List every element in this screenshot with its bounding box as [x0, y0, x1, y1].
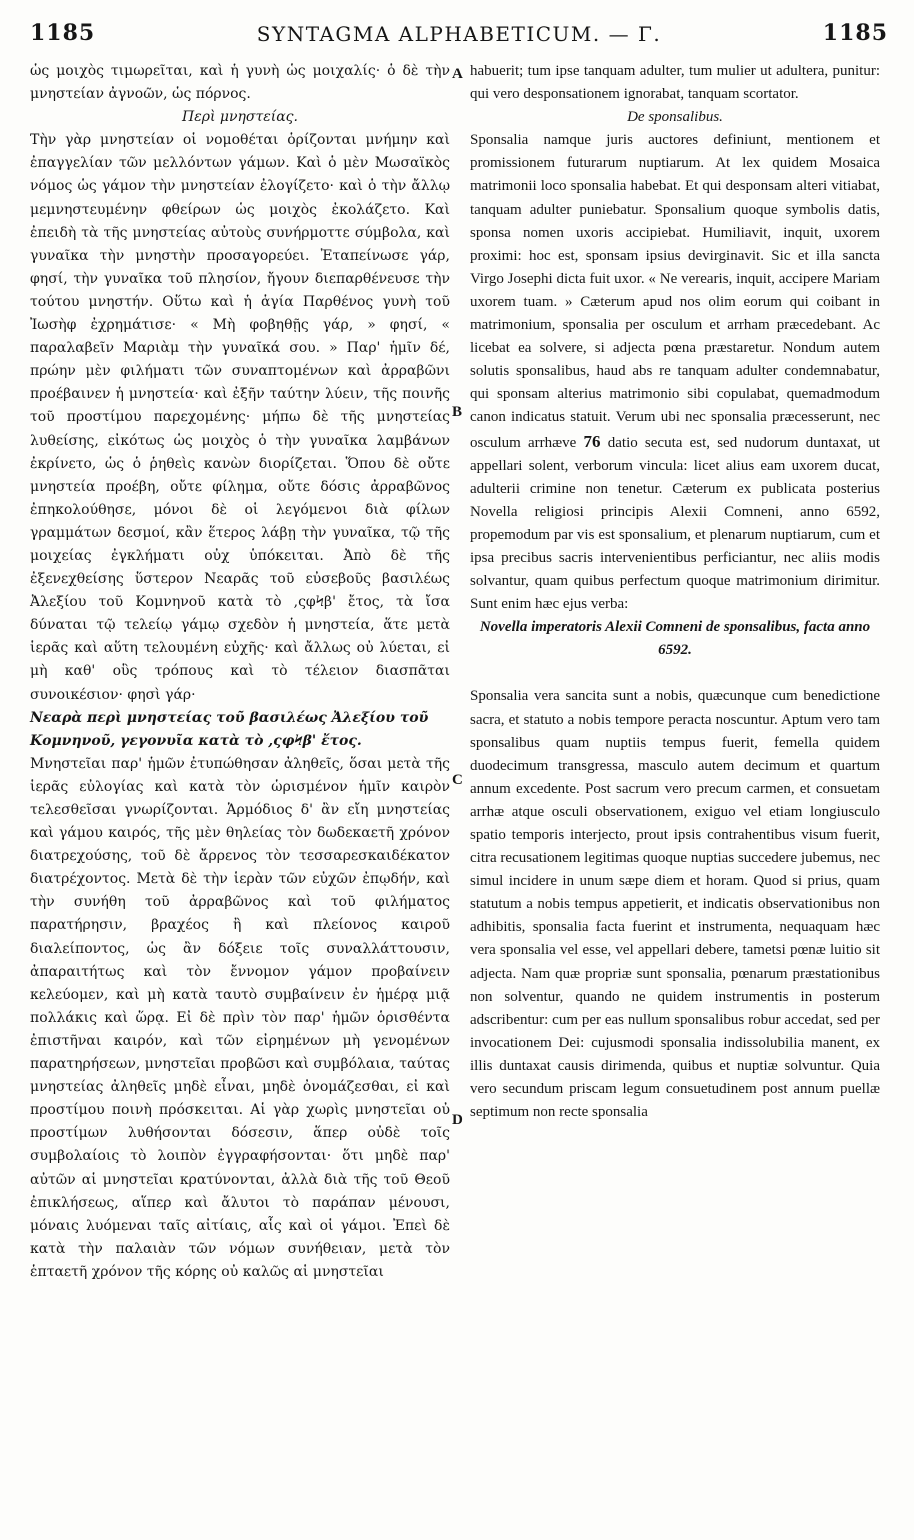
latin-column — [470, 60, 880, 1124]
greek-subheading-1: Περὶ μνηστείας. — [182, 109, 298, 126]
margin-letter-a: A — [452, 66, 463, 82]
column-number: 76 — [583, 431, 601, 451]
latin-novel-title: Novella imperatoris Alexii Comneni de sponsalibus, facta anno 6592. — [479, 619, 871, 659]
running-header — [30, 20, 888, 50]
latin-paragraph-2b: datio secuta est, sed nudorum duntaxat, ut appellari solent, verborum vincula: licet alius eam uxorem ducat, adulterii crimine non tenetur. Cæterum ex publicata posterius Novella religiosi principis Alexii Comneni, anno 6592, propemodum par vis est sponsalium, et plenarum nuptiarum, cum et ipsa precibus sacris intervenientibus perficiantur, nec aliis modis solvantur, quam quibus perfectum quoque matrimonium dirimitur. Sunt enim hæc ejus verba: — [470, 434, 881, 613]
greek-column — [30, 60, 450, 1284]
running-title: SYNTAGMA ALPHABETICUM. — Γ. — [256, 22, 662, 46]
latin-paragraph-3: Sponsalia vera sancita sunt a nobis, quæcunque cum benedictione sacra, et statuto a nobis tempore peracta noscuntur. Aptum vero tam sponsalibus quam nuptiis tempus fuerit, femella quidem duodecimum transgressa, masculo autem decimum et quartum annum excedente. Post sacrum vero precum carmen, et consuetam arrhæ atque osculi observationem, exiguo vel etiam longiusculo spatio temporis interjecto, prout ipsis contrahentibus visum fuerit, citra recusationem legitimas quoque nuptias succedere jubemus, nec simul incidere in unum sæpe diem et horam. Quod si prius, quam statutum a nobis tempus appetierit, et indicatis observationibus non adhibitis, sponsalia facta fuerint et instrumenta, nequaquam hæc vera sponsalia vel esse, vel appellari debere, tametsi pœnæ luitio sit adjecta. Nam quæ propriæ sunt sponsalia, pœnarum præstationibus non solventur, quando ne quidem instrumentis in posterum adscribentur: cum per eas nullum sponsalibus robur accedat, sed per invocationem Dei: cujusmodi sponsalia indissolubilia manent, ex illis duntaxat causis dirimenda, quibus et nuptiæ solvuntur. Quia vero secundum priscam legum consuetudinem post annum puellæ septimum non recte sponsalia — [470, 688, 880, 1121]
margin-letter-d: D — [452, 1112, 463, 1128]
greek-paragraph-3: Μνηστεῖαι παρ' ἡμῶν ἐτυπώθησαν ἀληθεῖς, ὅσαι μετὰ τῆς ἱερᾶς εὐλογίας καὶ κατὰ τὸν ὡρισμένον ἡμῖν καιρὸν τελεσθεῖσαι γνωρίζονται. Ἁρμόδιος δ' ἂν εἴη μνηστείας καὶ γάμου καιρός, τῆς μὲν θηλείας τὸν δωδεκαετῆ χρόνον διατρεχούσης, τοῦ δὲ ἄρρενος τὸν τεσσαρεσκαιδέκατον διατρέχοντος. Μετὰ δὲ τὴν ἱερὰν τῶν εὐχῶν ἐπῳδήν, καὶ τὴν συνήθη τοῦ ἀρραβῶνος καὶ τοῦ φιλήματος παρατήρησιν, βραχέος ἢ καὶ πλείονος καιροῦ διαλείποντος, ὡς ἂν δόξειε τοῖς συναλλάττουσιν, ἀπαραιτήτως καὶ τὸν ἔννομον γάμον προβαίνειν κελεύομεν, καὶ μὴ κατὰ ταυτὸ συμβαίνειν ἐν ἡμέρᾳ μιᾷ πολλάκις καὶ ὥρᾳ. Εἰ δὲ πρὶν τὸν παρ' ἡμῶν ὁρισθέντα ἐπιστῆναι καιρόν, καὶ τῶν εἰρημένων μὴ γενομένων παρατηρήσεων, μνηστεῖαι προβῶσι καὶ συμβόλαια, ταύτας μνηστείας ἀληθεῖς μηδὲ εἶναι, μηδὲ ὀνομάζεσθαι, εἰ καὶ προστίμου ποινὴ πρόσκειται. Αἱ γὰρ χωρὶς μνηστεῖαι οὐ προστίμων λυθήσονται δόσεσιν, ἅπερ οὐδὲ τοῖς συμβολαίοις τὸ λοιπὸν ἐγγραφήσονται· ὅτι μηδὲ παρ' αὐτῶν αἱ μνηστεῖαι κρατύνονται, ἀλλὰ διὰ τῆς τοῦ Θεοῦ ἐπικλήσεως, αἵπερ καὶ ἄλυτοι τὸ παράπαν μένουσι, μόναις λυόμεναι ταῖς αἰτίαις, αἷς καὶ οἱ γάμοι. Ἐπεὶ δὲ κατὰ τὴν παλαιὰν τῶν νόμων συνήθειαν, μετὰ τὸν ἑπταετῆ χρόνον τῆς κόρης οὐ καλῶς αἱ μνηστεῖαι — [30, 755, 450, 1280]
margin-letter-b: B — [452, 404, 463, 420]
margin-letter-c: C — [452, 772, 463, 788]
greek-paragraph-1: ὡς μοιχὸς τιμωρεῖται, καὶ ἡ γυνὴ ὡς μοιχαλίς· ὁ δὲ τὴν μνηστείαν ἀγνοῶν, ὡς πόρνος. — [30, 63, 450, 103]
greek-novel-title: Νεαρὰ περὶ μνηστείας τοῦ βασιλέως Ἀλεξίου τοῦ Κομνηνοῦ, γεγονυῖα κατὰ τὸ ,ςφϞβ' ἔτος. — [30, 709, 429, 749]
spacer — [470, 662, 880, 685]
greek-paragraph-2: Τὴν γὰρ μνηστείαν οἱ νομοθέται ὁρίζονται μνήμην καὶ ἐπαγγελίαν τῶν μελλόντων γάμων. Καὶ ὁ μὲν Μωσαϊκὸς νόμος ὡς γάμον τὴν μνηστείαν ἐλογίζετο· καὶ ὁ τὴν ἄλλῳ μεμνηστευμένην φθείρων ὡς μοιχὸς ἐκολάζετο. Καὶ ἐπειδὴ τὰ τῆς μνηστείας αὐτοὺς συνήρμοττε σύμβολα, καὶ γυναῖκα τὴν μνηστὴν προσαγορεύει. Ἐταπείνωσε γάρ, φησί, τὴν γυναῖκα τοῦ πλησίον, ἤγουν διεπαρθένευσε τὴν τούτου μνηστήν. Οὕτω καὶ ἡ ἁγία Παρθένος γυνὴ τοῦ Ἰωσὴφ ἐχρημάτισε· « Μὴ φοβηθῇς γάρ, » φησί, « παραλαβεῖν Μαριὰμ τὴν γυναῖκά σου. » Παρ' ἡμῖν δέ, πρώην μὲν φιλήματι τῶν συναπτομένων καὶ ἀρραβῶνι προέβαινεν ἡ μνηστεία· καὶ ἐξῆν ταύτην λύειν, τῆς ποινῆς τοῦ προστίμου παρεχομένης· μήπω δὲ τῆς μνηστείας λυθείσης, εἰκότως ὡς μοιχὸς ὁ τὴν γυναῖκα λαμβάνων ἐκρίνετο, ὡς ὁ ῥηθεὶς κανὼν διορίζεται. Ὅπου δὲ οὔτε μνηστεία προέβη, οὔτε φίλημα, οὔτε δόσις ἀρραβῶνος ἐπηκολούθησε, μόνοι δὲ οἱ λεγόμενοι διὰ φίλων γραμμάτων δεσμοί, κἂν ἕτερος λάβῃ τὴν γυναῖκα, τῷ τῆς μοιχείας ἐγκλήματι οὐχ ὑπόκειται. Ἀπὸ δὲ τῆς ἐξενεχθείσης ὕστερον Νεαρᾶς τοῦ εὐσεβοῦς βασιλέως Ἀλεξίου τοῦ Κομνηνοῦ κατὰ τὸ ,ςφϞβ' ἔτος, τὰ ἴσα δύναται τῷ τελείῳ γάμῳ σχεδὸν ἡ μνηστεία, ἅτε μετὰ ἱερᾶς καὶ αὕτη τελουμένη εὐχῆς· καὶ ἄλλως οὐ λύεται, εἰ μὴ καθ' οὓς τρόπους καὶ τὸ τέλειον διασπᾶται συνοικέσιον· φησὶ γάρ· — [30, 132, 450, 703]
page-number-right: 1185 — [822, 20, 888, 46]
latin-paragraph-2 — [470, 129, 880, 616]
latin-paragraph-2a: Sponsalia namque juris auctores definiunt, mentionem et promissionem futurarum nuptiarum. At lex quidem Mosaica matrimonii loco sponsalia habebat. Et qui desponsam alteri vitiabat, tanquam adulter puniebatur. Sponsalium quoque symbolis datis, sponsa nomen uxoris accipiebat. Humiliavit, inquit, uxorem proximi: hoc est, sponsam ipsius devirginavit. Sic et illa sancta Virgo Josephi dicta fuit uxor. « Ne verearis, inquit, accipere Mariam uxorem tuam. » Cæterum apud nos olim eorum qui coibant in matrimonium, sponsalia per osculum et arrham præcedebant. Ac licebat ea solvere, si adjecta pœna præstaretur. Nondum autem solutis sponsalibus, haud abs re tanquam adulter condemnabatur, qui sponsam alterius matrimonio sibi copulabat, quemadmodum canon indicatus statuit. Verum ubi nec sponsalia præcesserunt, nec osculum arrhæve — [470, 132, 880, 451]
latin-subheading-1: De sponsalibus. — [627, 109, 723, 126]
page-number-left: 1185 — [30, 20, 96, 46]
latin-paragraph-1: habuerit; tum ipse tanquam adulter, tum mulier ut adultera, punitur: qui vero desponsationem ignorabat, tanquam scortator. — [470, 63, 880, 103]
